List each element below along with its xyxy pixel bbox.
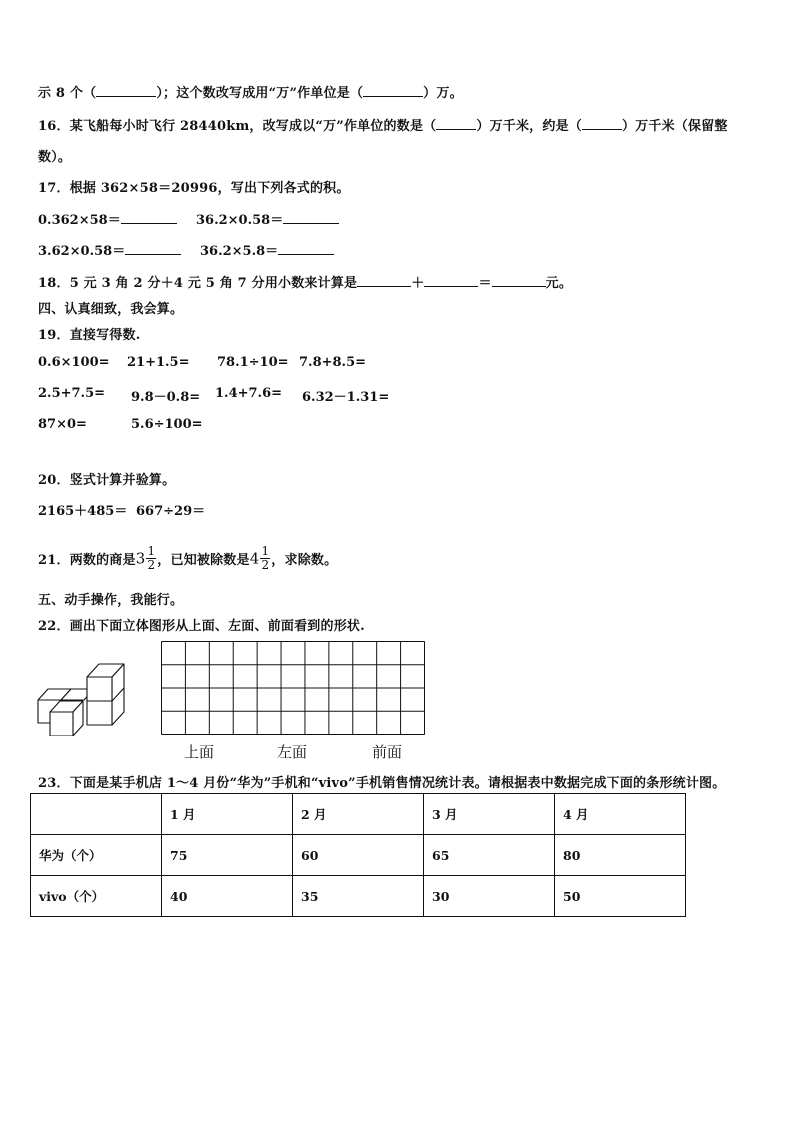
q21-line [38,545,337,572]
table-cell: 4 月 [555,794,686,835]
q19-title: 19．直接写得数. [38,328,141,343]
q16-blank-1[interactable] [436,117,476,130]
section-5-heading: 五、动手操作，我能行。 [38,593,184,608]
table-cell [31,794,162,835]
q21-text-b: ，已知被除数是 [157,553,250,568]
q23-title: 23．下面是某手机店 1～4 月份“华为”手机和“vivo”手机销售情况统计表。请根据表中数据完成下面的条形统计图。 [38,776,726,791]
q19-r3-c1: 87×0= [38,417,87,432]
table-cell: 60 [293,835,424,876]
q21-fraction-2-denominator: 2 [261,558,270,572]
q20-expr-1: 2165＋485＝ [38,504,128,519]
q19-r2-c1: 2.5+7.5= [38,386,106,401]
table-header-row [31,794,686,835]
q17-blank-1[interactable] [121,211,177,224]
table-cell: 75 [162,835,293,876]
q17-expr-3: 3.62×0.58＝ [38,240,181,259]
table-cell: 50 [555,876,686,917]
q16-blank-2[interactable] [582,117,622,130]
label-left-view: 左面 [277,743,308,761]
table-cell: 2 月 [293,794,424,835]
q19-r3-c2: 5.6÷100= [131,417,203,432]
q21-fraction-1-numerator: 1 [147,544,156,558]
q16-line-1 [38,115,728,134]
cube-stack-figure [36,660,128,736]
q21-text-a: 21．两数的商是 [38,553,136,568]
q21-text-c: ，求除数。 [271,553,338,568]
q15-text-c: ）万。 [423,86,463,101]
q19-r2-c3: 1.4+7.6= [215,386,283,401]
q16-text-c: ）万千米（保留整 [621,119,728,134]
table-cell: 30 [424,876,555,917]
q18-blank-3[interactable] [492,274,546,287]
table-row [31,876,686,917]
q17-blank-3[interactable] [125,242,181,255]
label-top-view: 上面 [184,743,215,761]
table-cell: 40 [162,876,293,917]
sales-table [30,793,686,917]
q17-expr-2: 36.2×0.58＝ [196,209,339,228]
q16-line-2: 数）。 [38,150,72,165]
q18-blank-1[interactable] [357,274,411,287]
section-4-heading: 四、认真细致，我会算。 [38,302,184,317]
table-cell: 35 [293,876,424,917]
q22-title: 22．画出下面立体图形从上面、左面、前面看到的形状. [38,619,365,634]
table-cell: 1 月 [162,794,293,835]
drawing-grid[interactable] [161,641,425,735]
label-front-view: 前面 [372,743,403,761]
q19-r1-c3: 78.1÷10= [217,355,289,370]
q17-expr-1: 0.362×58＝ [38,209,177,228]
q21-fraction-1 [146,545,156,572]
table-cell: vivo（个） [31,876,162,917]
q21-fraction-2-numerator: 1 [261,544,270,558]
q18-equals: ＝ [478,276,492,291]
q15-text-a: 示 8 个（ [38,86,97,101]
q21-mixed-2-whole: 4 [249,549,260,568]
q18-blank-2[interactable] [424,274,478,287]
q18-line [38,272,572,291]
q20-title: 20．竖式计算并验算。 [38,473,176,488]
table-cell: 80 [555,835,686,876]
q19-r2-c4: 6.32－1.31= [302,390,390,405]
q18-unit: 元。 [545,276,573,291]
q17-expr-4: 36.2×5.8＝ [200,240,334,259]
table-cell: 华为（个） [31,835,162,876]
q20-expr-2: 667÷29＝ [136,504,206,519]
q16-text-a: 16．某飞船每小时飞行 28440km，改写成以“万”作单位的数是（ [38,119,437,134]
q19-r1-c2: 21+1.5= [127,355,190,370]
q15-blank-1[interactable] [96,84,156,97]
q15-text-b: ）；这个数改写成用“万”作单位是（ [156,86,364,101]
q18-plus: ＋ [411,276,425,291]
q21-mixed-1-whole: 3 [135,549,146,568]
q19-r2-c2: 9.8－0.8= [131,390,201,405]
q17-title: 17．根据 362×58＝20996，写出下列各式的积。 [38,181,350,196]
q17-blank-4[interactable] [278,242,334,255]
q19-r1-c4: 7.8+8.5= [299,355,367,370]
q21-fraction-1-denominator: 2 [147,558,156,572]
table-cell: 65 [424,835,555,876]
q21-fraction-2 [260,545,270,572]
table-row [31,835,686,876]
q16-text-b: ）万千米，约是（ [476,119,582,134]
q19-r1-c1: 0.6×100= [38,355,110,370]
q18-text-a: 18．5 元 3 角 2 分＋4 元 5 角 7 分用小数来计算是 [38,276,358,291]
q15-blank-2[interactable] [363,84,423,97]
table-cell: 3 月 [424,794,555,835]
q17-blank-2[interactable] [283,211,339,224]
q15-tail-line [38,82,463,101]
